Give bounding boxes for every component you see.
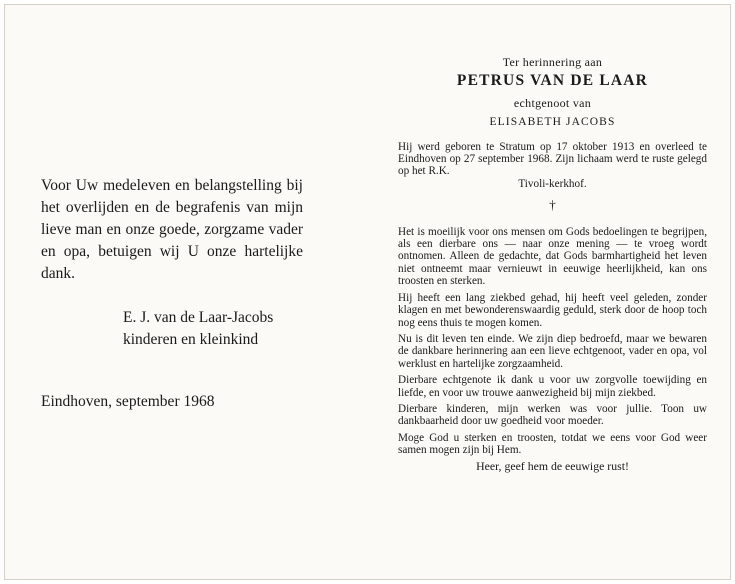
deceased-name: PETRUS VAN DE LAAR [456, 72, 649, 90]
intro-line: Ter herinnering aan [502, 55, 603, 69]
paragraph: Het is moeilijk voor ons mensen om Gods bedoelingen te begrijpen, als een dierbare ons — naar onze mening — te vroeg wordt ontnomen. Alleen de gedachte, dat Gods barmhartigheid het leven niet ontneemt maar vernieuwt in eeuwige heerlijkheid, kan ons troosten en sterken. [398, 225, 707, 288]
paragraph: Dierbare echtgenote ik dank u voor uw zorgvolle toewijding en liefde, en voor uw trouwe aanwezigheid bij mijn ziekbed. [398, 374, 707, 399]
paragraph: Moge God u sterken en troosten, totdat we eens voor God weer samen mogen zijn bij Hem. [398, 431, 707, 457]
place-date: Eindhoven, september 1968 [41, 393, 215, 410]
cross-icon: † [549, 197, 556, 213]
memorial-card [4, 4, 731, 580]
paragraph: Hij heeft een lang ziekbed gehad, hij heeft veel geleden, zonder klagen en met bewonderenswaardig geduld, sterk door de hoop toch nog eens thuis te mogen komen. [398, 291, 707, 329]
signature-family: kinderen en kleinkind [123, 331, 259, 348]
biography-text: Hij werd geboren te Stratum op 17 oktober 1913 en overleed te Eindhoven op 27 september 1968. Zijn lichaam werd te ruste gelegd op het R.K. [398, 140, 707, 178]
signature-block [41, 307, 303, 351]
spouse-name: ELISABETH JACOBS [489, 116, 616, 129]
thanks-text: Voor Uw medeleven en belangstelling bij het overlijden en de begrafenis van mijn lieve man en onze goede, zorgzame vader en opa, betuigen wij U onze hartelijke dank. [41, 177, 303, 282]
paragraph: Nu is dit leven ten einde. We zijn diep bedroefd, maar we bewaren de dankbare herinnering aan een lieve echtgenoot, vader en opa, vol werklust en hartelijke zorgzaamheid. [398, 332, 707, 370]
spouse-label: echtgenoot van [513, 95, 592, 110]
biography-end: Tivoli-kerkhof. [518, 177, 587, 190]
closing-prayer: Heer, geef hem de eeuwige rust! [476, 458, 629, 473]
signature-name: E. J. van de Laar-Jacobs [123, 309, 274, 326]
acknowledgement-panel [41, 175, 303, 413]
paragraph: Dierbare kinderen, mijn werken was voor jullie. Toon uw dankbaarheid door uw goedheid voor moeder. [398, 402, 707, 428]
remembrance-panel [398, 52, 707, 472]
